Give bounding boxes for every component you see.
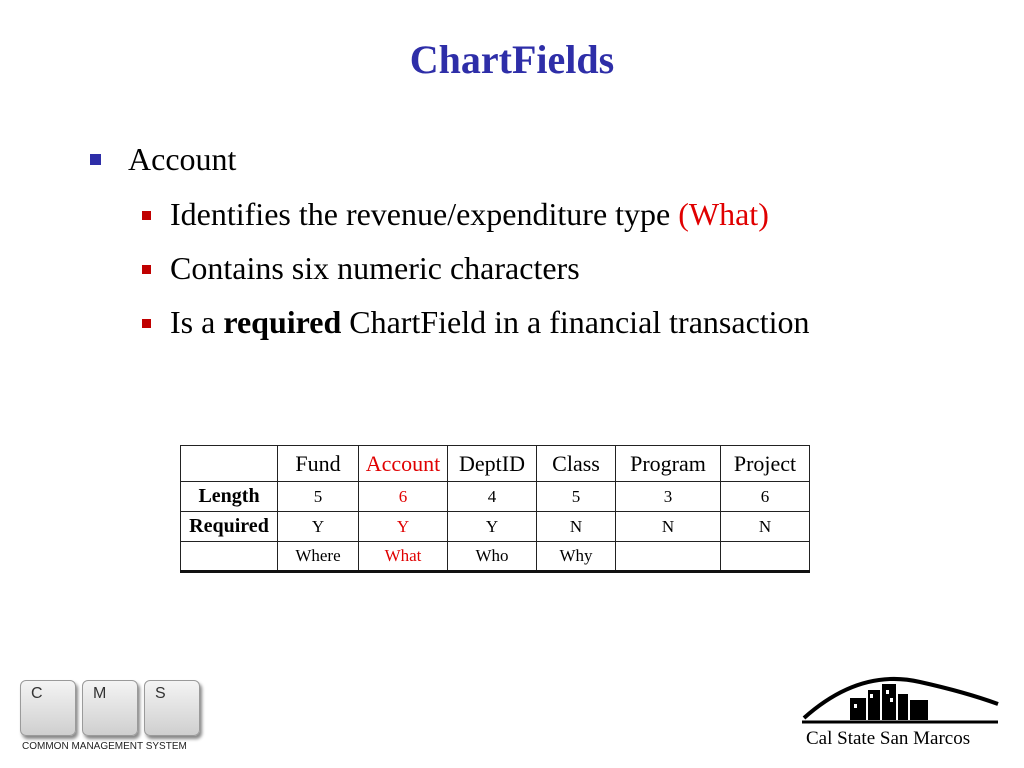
table-cell: 6 <box>721 482 810 512</box>
table-cell: 6 <box>359 482 448 512</box>
bullet-account <box>88 138 968 180</box>
table-cell: N <box>616 512 721 542</box>
table-row-label: Length <box>181 482 278 512</box>
bullet-square-icon <box>142 211 151 220</box>
sub-bullet-contains <box>88 248 968 288</box>
bullet-square-icon <box>90 154 101 165</box>
sub-bullet-text: Identifies the revenue/expenditure type <box>170 196 679 232</box>
table-cell: Y <box>448 512 537 542</box>
sub-bullet-text: ChartField in a financial transaction <box>341 304 810 340</box>
table-cell: What <box>359 542 448 572</box>
chartfields-table <box>180 445 810 573</box>
table-header-cell: Fund <box>278 446 359 482</box>
required-emphasis: required <box>223 304 342 340</box>
keyboard-key-icon <box>144 680 200 736</box>
csusm-name: Cal State San Marcos <box>806 728 971 749</box>
table-cell: Why <box>537 542 616 572</box>
what-highlight: (What) <box>678 196 769 232</box>
sub-bullet-text: Is a <box>170 304 224 340</box>
table-cell: N <box>537 512 616 542</box>
bullet-square-icon <box>142 265 151 274</box>
sub-bullet-text: Contains six numeric characters <box>170 250 580 286</box>
sub-bullet-required <box>88 302 968 342</box>
table-header-cell <box>181 446 278 482</box>
table-row <box>181 482 810 512</box>
table-row-label <box>181 542 278 572</box>
slide-title: ChartFields <box>409 37 615 82</box>
table-cell: 4 <box>448 482 537 512</box>
table-cell: Y <box>359 512 448 542</box>
table-row <box>181 512 810 542</box>
table-header-row <box>181 446 810 482</box>
table-row-label: Required <box>181 512 278 542</box>
table-cell: Who <box>448 542 537 572</box>
keyboard-key-icon <box>20 680 76 736</box>
key-letter: S <box>155 685 166 702</box>
table-cell: 5 <box>278 482 359 512</box>
cms-logo <box>20 680 220 755</box>
table-cell <box>616 542 721 572</box>
keyboard-key-icon <box>82 680 138 736</box>
csusm-logo <box>800 668 1000 758</box>
cms-caption: COMMON MANAGEMENT SYSTEM <box>22 741 187 752</box>
key-letter: M <box>93 685 107 702</box>
table-row <box>181 542 810 572</box>
bullet-account-text: Account <box>128 141 237 177</box>
table-header-cell: DeptID <box>448 446 537 482</box>
sub-bullet-identifies <box>88 194 968 234</box>
table-header-cell: Account <box>359 446 448 482</box>
table-header-cell: Class <box>537 446 616 482</box>
key-letter: C <box>31 685 43 702</box>
table-cell: Y <box>278 512 359 542</box>
campus-skyline-icon <box>800 668 1000 728</box>
bullet-square-icon <box>142 319 151 328</box>
table-header-cell: Program <box>616 446 721 482</box>
table-cell <box>721 542 810 572</box>
table-cell: 5 <box>537 482 616 512</box>
bullet-list <box>88 138 968 342</box>
table-cell: Where <box>278 542 359 572</box>
table-cell: N <box>721 512 810 542</box>
table-header-cell: Project <box>721 446 810 482</box>
table-cell: 3 <box>616 482 721 512</box>
